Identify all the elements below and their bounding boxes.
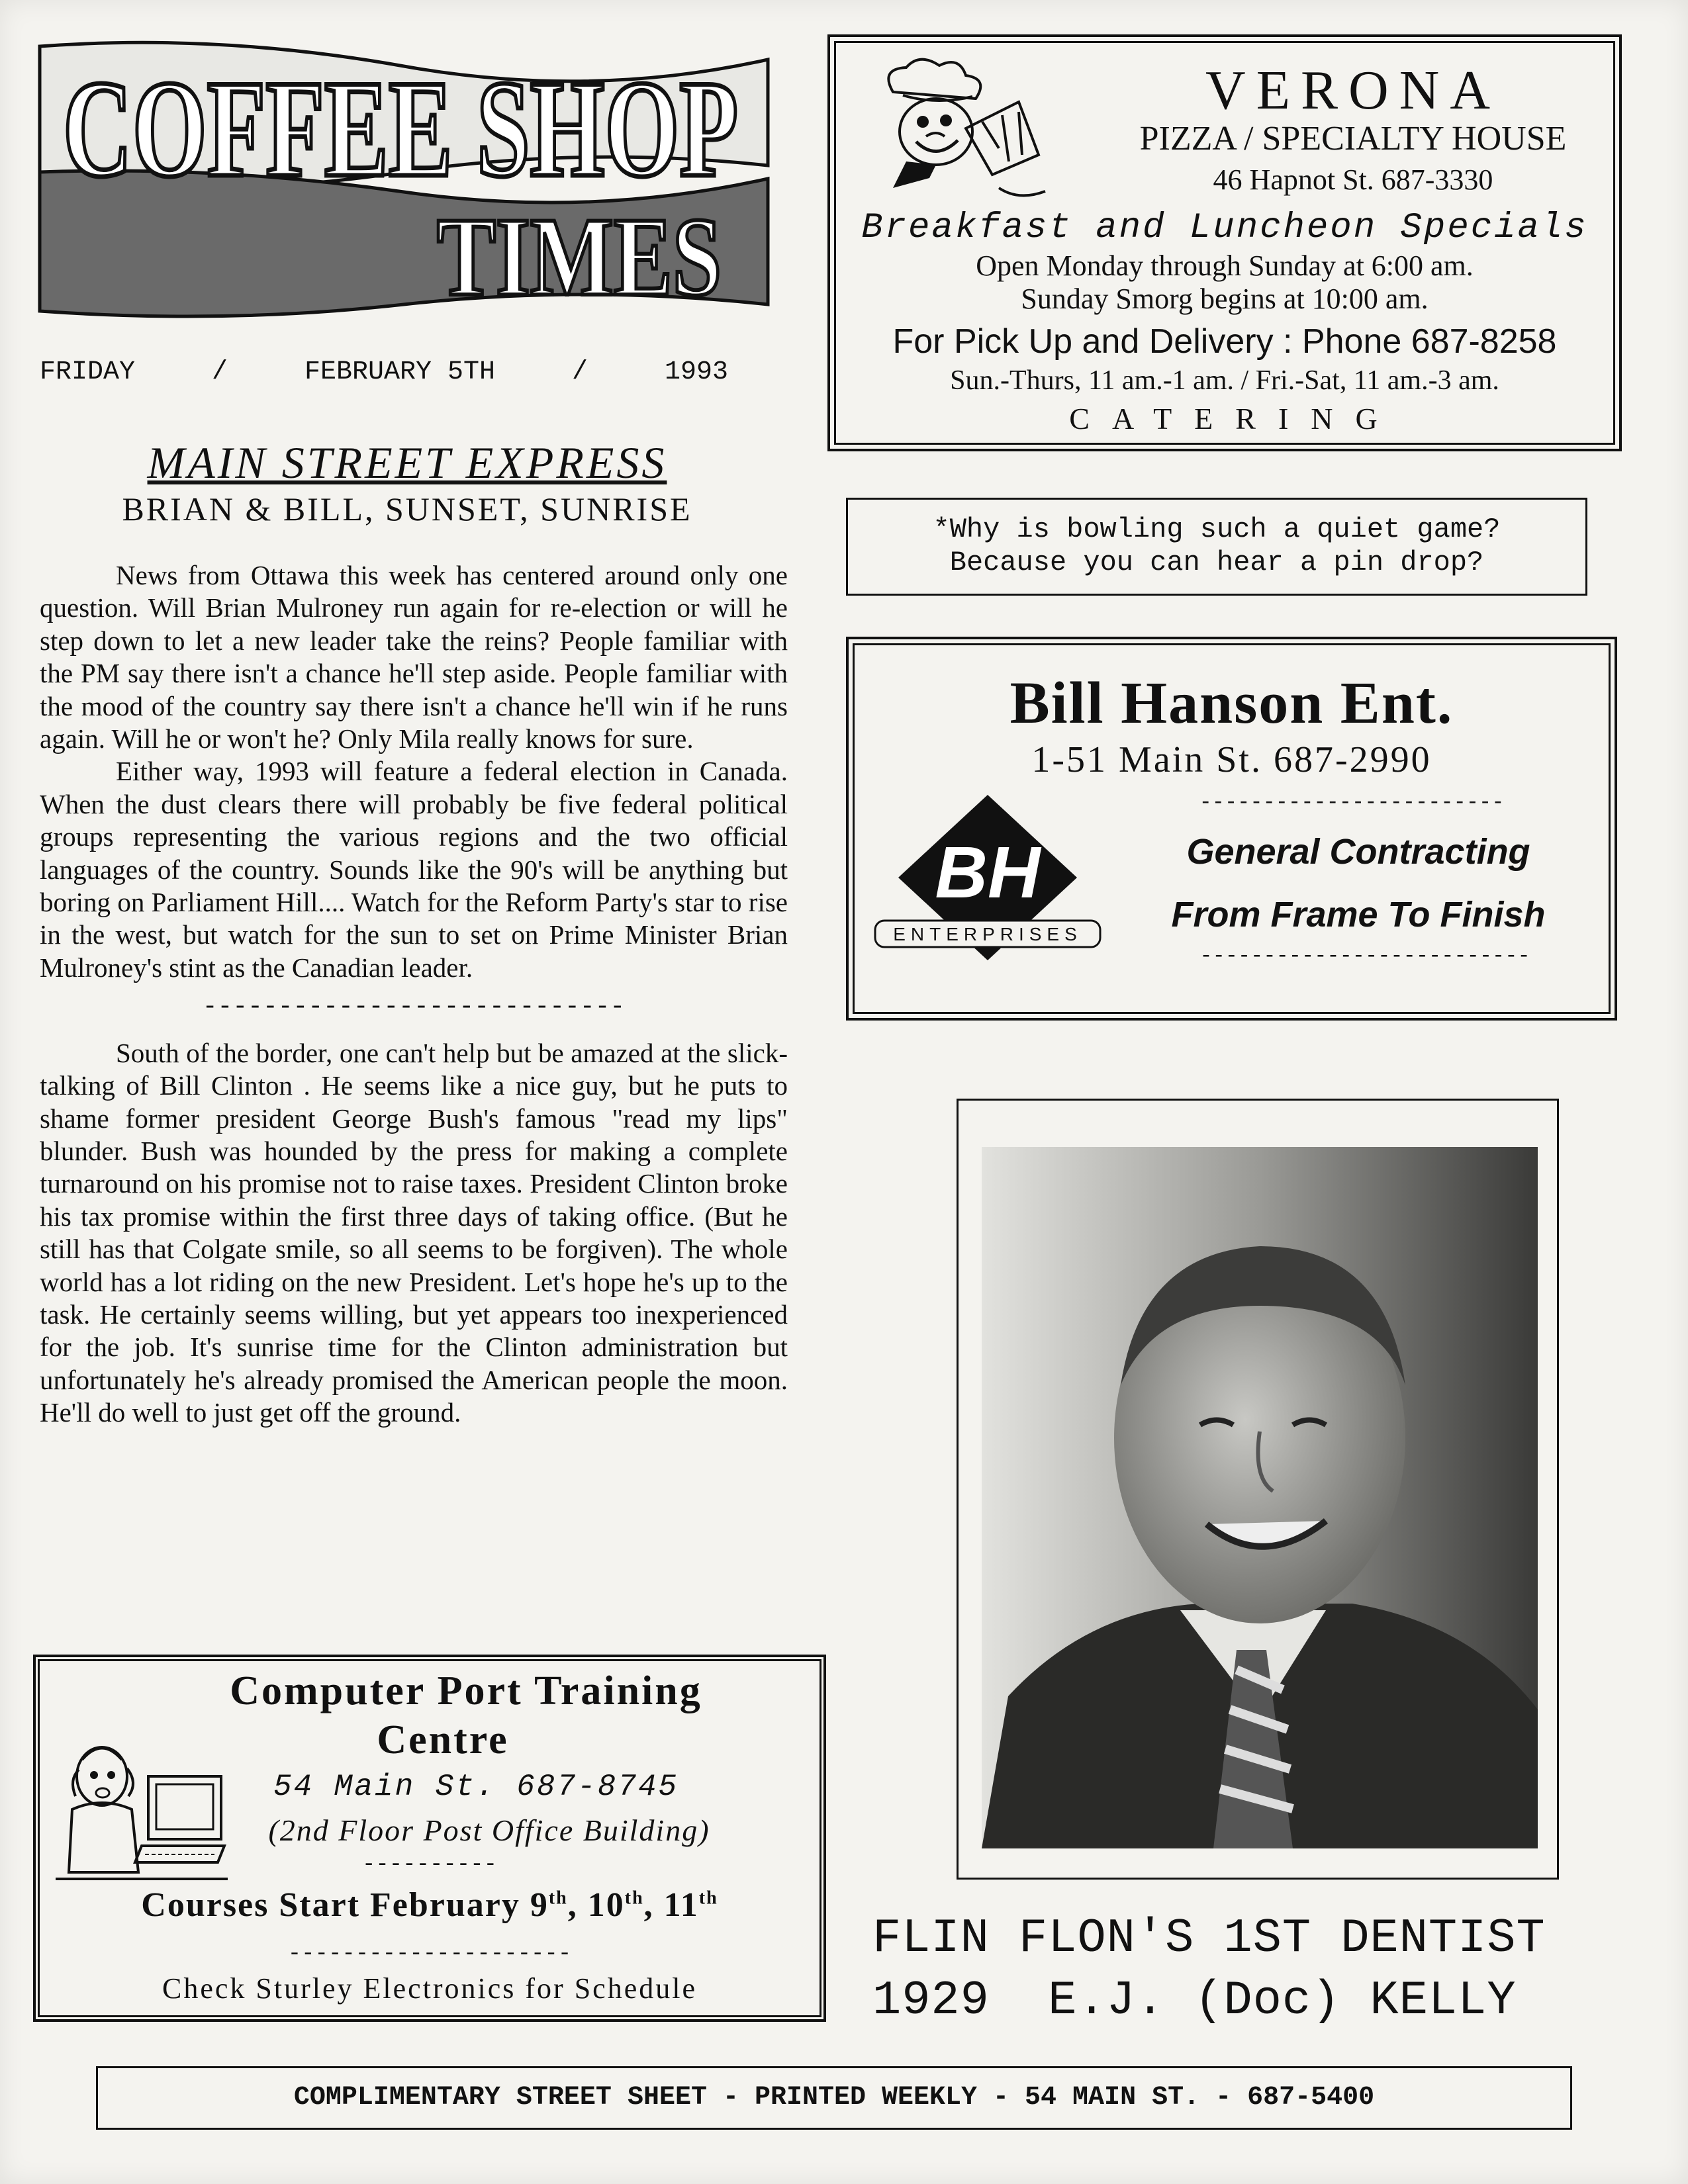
cpt-check-schedule: Check Sturley Electronics for Schedule	[162, 1972, 697, 2005]
date-separator: /	[572, 357, 588, 387]
cpt-courses-sup: th	[698, 1888, 718, 1909]
verona-name: VERONA	[1205, 60, 1501, 121]
bh-logo-letters: BH	[935, 832, 1041, 913]
verona-pickup: For Pick Up and Delivery : Phone 687-8258	[892, 322, 1557, 361]
article-body	[40, 559, 788, 1430]
verona-open: Open Monday through Sunday at 6:00 am.	[976, 250, 1474, 282]
cpt-courses	[36, 1886, 823, 1925]
joke-answer: Because you can hear a pin drop?	[949, 547, 1484, 578]
dateline	[40, 357, 728, 387]
joke-question: *Why is bowling such a quiet game?	[933, 514, 1501, 545]
article-paragraph: Either way, 1993 will feature a federal election in Canada. When the dust clears there will probably be five federal political groups representing the various regions and the two official languages of the country. Sounds like the 90's will be anything but boring on Parliament Hill.... Watch for the Reform Party's star to rise in the west, but watch for the sun to set on Prime Minister Brian Mulroney's stint as the Canadian leader.	[40, 756, 788, 983]
article-paragraph: News from Ottawa this week has centered around only one question. Will Brian Mulroney run again for re-election or will he step down to let a new leader take the reins? People familiar with the PM say there isn't a chance he'll step aside. People familiar with the mood of the country say there isn't a chance he'll win if he runs again. Will he or won't he? Only Mila really knows for sure.	[40, 560, 788, 754]
cpt-address: 54 Main St. 687-8745	[273, 1770, 679, 1804]
bh-name: Bill Hanson Ent.	[1009, 670, 1454, 736]
cpt-courses-text: , 11	[643, 1886, 699, 1924]
cpt-name-line2: Centre	[377, 1717, 509, 1762]
verona-specials: Breakfast and Luncheon Specials	[861, 208, 1588, 248]
dentist-portrait-photo	[982, 1147, 1538, 1848]
cpt-divider: ----------	[361, 1852, 498, 1878]
bh-logo-word: ENTERPRISES	[893, 924, 1082, 944]
cpt-name-line1: Computer Port Training	[230, 1668, 702, 1713]
footer-banner: COMPLIMENTARY STREET SHEET - PRINTED WEEKLY - 54 MAIN ST. - 687-5400	[96, 2066, 1572, 2130]
bh-address: 1-51 Main St. 687-2990	[1031, 739, 1432, 780]
photo-caption-line1: FLIN FLON'S 1ST DENTIST	[872, 1911, 1546, 1966]
bh-divider: --------------------------	[1199, 944, 1530, 968]
computer-port-ad	[33, 1655, 826, 2022]
masthead-title-top: COFFEE SHOP	[63, 52, 738, 206]
date-separator: /	[212, 357, 228, 387]
bill-hanson-ad	[846, 637, 1617, 1021]
bh-tagline1: General Contracting	[1186, 832, 1530, 872]
cpt-courses-text: Courses Start February 9	[141, 1886, 549, 1924]
article-divider: ----------------------------	[202, 993, 626, 1022]
cpt-courses-sup: th	[548, 1888, 568, 1909]
verona-smorg: Sunday Smorg begins at 10:00 am.	[1021, 283, 1429, 315]
article-paragraph: South of the border, one can't help but be amazed at the slick-talking of Bill Clinton . He seems like a nice guy, but he puts to shame former president George Bush's famous "read my lips" blunder. Bush was hounded by the press for making a complete turnaround on his promise not to raise taxes. President Clinton broke his tax promise within the first three days of taking office. (But he still has that Colgate smile, so all seems to be forgiven). The whole world has a lot riding on the new President. Let's hope he's up to the task. He certainly seems willing, but yet appears too inexperienced for the job. It's sunrise time for the Clinton administration but unfortunately he's already promised the American people the moon. He'll do well to just get off the ground.	[40, 1037, 788, 1428]
joke-box	[846, 498, 1587, 596]
photo-frame	[957, 1099, 1559, 1880]
article-subtitle: BRIAN & BILL, SUNSET, SUNRISE	[122, 490, 692, 527]
verona-address: 46 Hapnot St. 687-3330	[1213, 163, 1493, 196]
verona-catering: CATERING	[1069, 402, 1400, 435]
cpt-divider: ---------------------	[287, 1942, 572, 1967]
verona-ad	[827, 34, 1622, 451]
masthead-logo	[33, 40, 768, 351]
date-day: FRIDAY	[40, 357, 136, 387]
photo-caption-line2: 1929 E.J. (Doc) KELLY	[872, 1974, 1517, 2028]
article-title: MAIN STREET EXPRESS	[147, 437, 667, 488]
date-year: 1993	[664, 357, 728, 387]
masthead-title-bottom: TIMES	[437, 195, 722, 319]
cpt-floor: (2nd Floor Post Office Building)	[268, 1813, 710, 1847]
date-month-day: FEBRUARY 5TH	[304, 357, 496, 387]
bh-tagline2: From Frame To Finish	[1171, 895, 1546, 934]
verona-subtitle: PIZZA / SPECIALTY HOUSE	[1139, 120, 1567, 158]
bh-divider: ------------------------	[1199, 790, 1505, 815]
cpt-courses-sup: th	[624, 1888, 644, 1909]
bh-enterprises-logo	[868, 792, 1107, 964]
cpt-courses-text: , 10	[567, 1886, 625, 1924]
verona-hours: Sun.-Thurs, 11 am.-1 am. / Fri.-Sat, 11 am.-3 am.	[950, 365, 1499, 396]
chef-illustration	[867, 56, 1065, 208]
